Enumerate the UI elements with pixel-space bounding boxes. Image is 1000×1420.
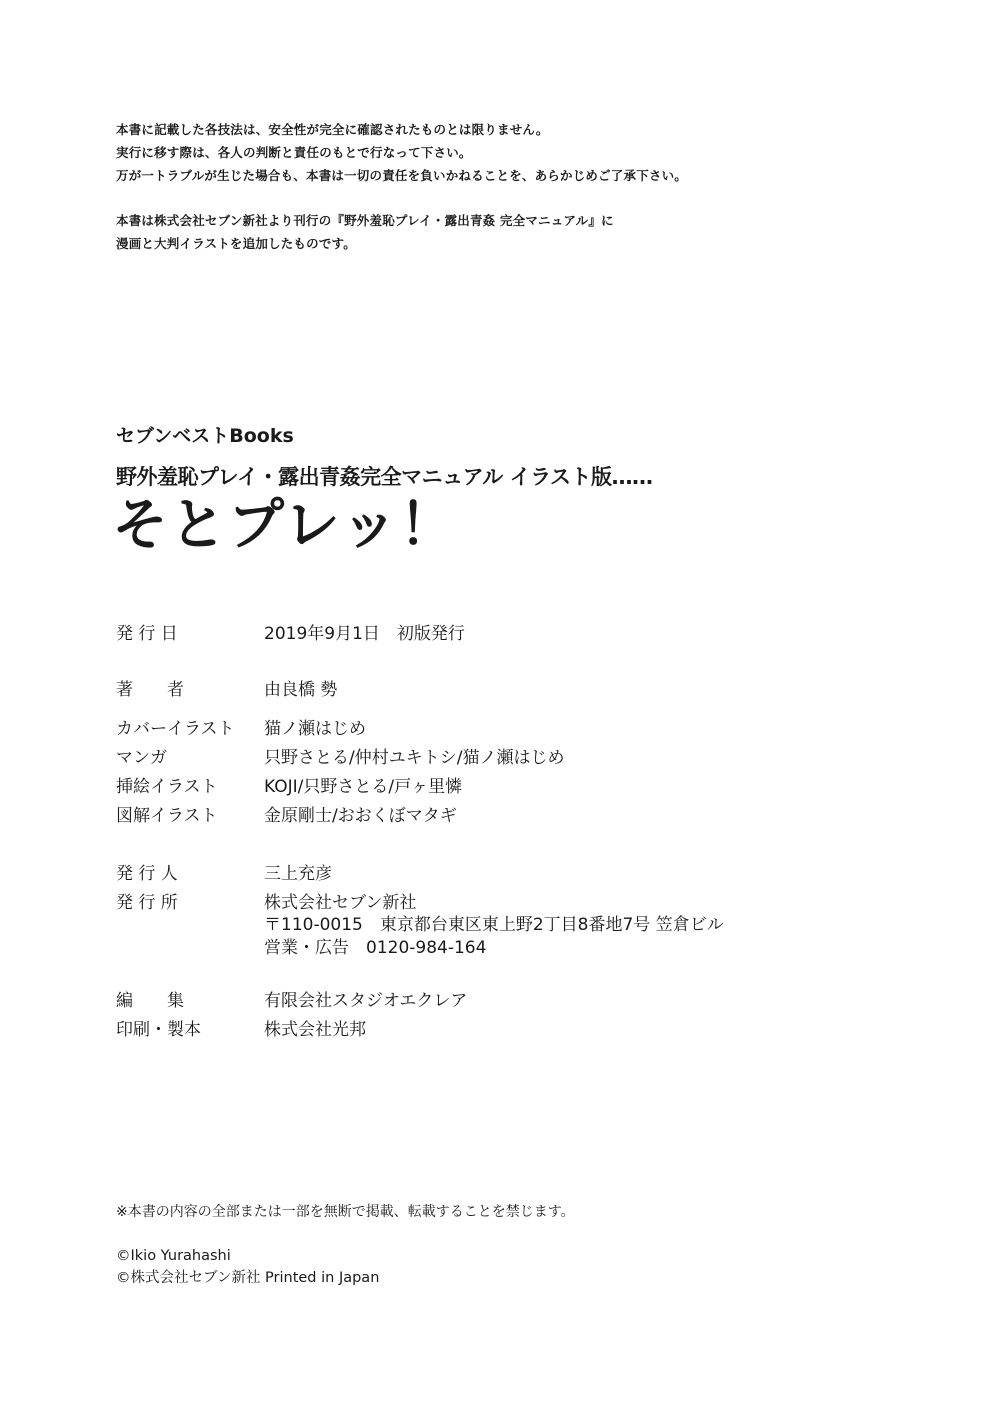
colophon-label: カバーイラスト — [116, 719, 235, 739]
colophon-label: 図解イラスト — [116, 806, 218, 826]
colophon-value: 三上充彦 — [264, 864, 332, 884]
colophon-label: 挿絵イラスト — [116, 777, 218, 797]
copyright — [116, 1245, 379, 1289]
colophon-value: 株式会社光邦 — [264, 1020, 366, 1040]
disclaimer-line: 本書に記載した各技法は、安全性が完全に確認されたものとは限りません。 — [116, 122, 549, 137]
disclaimer-line: 万が一トラブルが生じた場合も、本書は一切の責任を負いかねることを、あらかじめご了承下さい。 — [116, 168, 688, 183]
publishing-house-name: 株式会社セブン新社 — [264, 893, 417, 913]
copyright-line: ©Ikio Yurahashi — [116, 1248, 231, 1264]
colophon-row-printing — [116, 1015, 366, 1040]
reproduction-notice: ※本書の内容の全部または一部を無断で掲載、転載することを禁じます。 — [116, 1204, 575, 1220]
colophon-row-editor — [116, 986, 467, 1011]
copyright-line: ©株式会社セブン新社 Printed in Japan — [116, 1270, 380, 1286]
colophon-row-publisher — [116, 859, 332, 884]
origin-line: 本書は株式会社セブン新社より刊行の『野外羞恥プレイ・露出青姦 完全マニュアル』に — [116, 213, 614, 228]
colophon-label: 著 者 — [116, 680, 184, 700]
disclaimer-line: 実行に移す際は、各人の判断と責任のもとで行なって下さい。 — [116, 145, 472, 160]
publishing-house-address: 〒110-0015 東京都台東区東上野2丁目8番地7号 笠倉ビル — [264, 915, 724, 935]
colophon-value: 猫ノ瀬はじめ — [264, 719, 366, 739]
colophon-label: 発 行 日 — [116, 624, 178, 644]
colophon-row-illustrations — [116, 772, 462, 797]
book-subtitle: 野外羞恥プレイ・露出青姦完全マニュアル イラスト版…… — [116, 465, 653, 489]
colophon-label: マンガ — [116, 748, 167, 768]
colophon-value: 由良橋 勢 — [264, 680, 338, 700]
colophon-row-cover-illust — [116, 714, 366, 739]
colophon-value: 金原剛士/おおくぼマタギ — [264, 806, 457, 826]
colophon-label: 編 集 — [116, 991, 184, 1011]
colophon-row-issue-date — [116, 619, 465, 644]
disclaimer — [116, 118, 687, 255]
colophon-value: KOJI/只野さとる/戸ヶ里憐 — [264, 777, 463, 797]
colophon-row-address — [116, 910, 724, 935]
colophon-value: 有限会社スタジオエクレア — [264, 991, 468, 1011]
colophon-label: 発 行 所 — [116, 893, 178, 913]
colophon-row-diagrams — [116, 801, 457, 826]
colophon-label: 印刷・製本 — [116, 1020, 201, 1040]
colophon-row-manga — [116, 743, 564, 768]
origin-line: 漫画と大判イラストを追加したものです。 — [116, 236, 356, 251]
colophon-label: 発 行 人 — [116, 864, 178, 884]
colophon-value: 只野さとる/仲村ユキトシ/猫ノ瀬はじめ — [264, 748, 565, 768]
publishing-house-phone: 営業・広告 0120-984-164 — [264, 938, 487, 958]
book-title: そとプレッ！ — [112, 493, 458, 558]
series-name: セブンベストBooks — [116, 425, 294, 447]
colophon-row-author — [116, 675, 337, 700]
colophon-row-phone — [116, 933, 486, 958]
colophon-value: 2019年9月1日 初版発行 — [264, 624, 465, 644]
